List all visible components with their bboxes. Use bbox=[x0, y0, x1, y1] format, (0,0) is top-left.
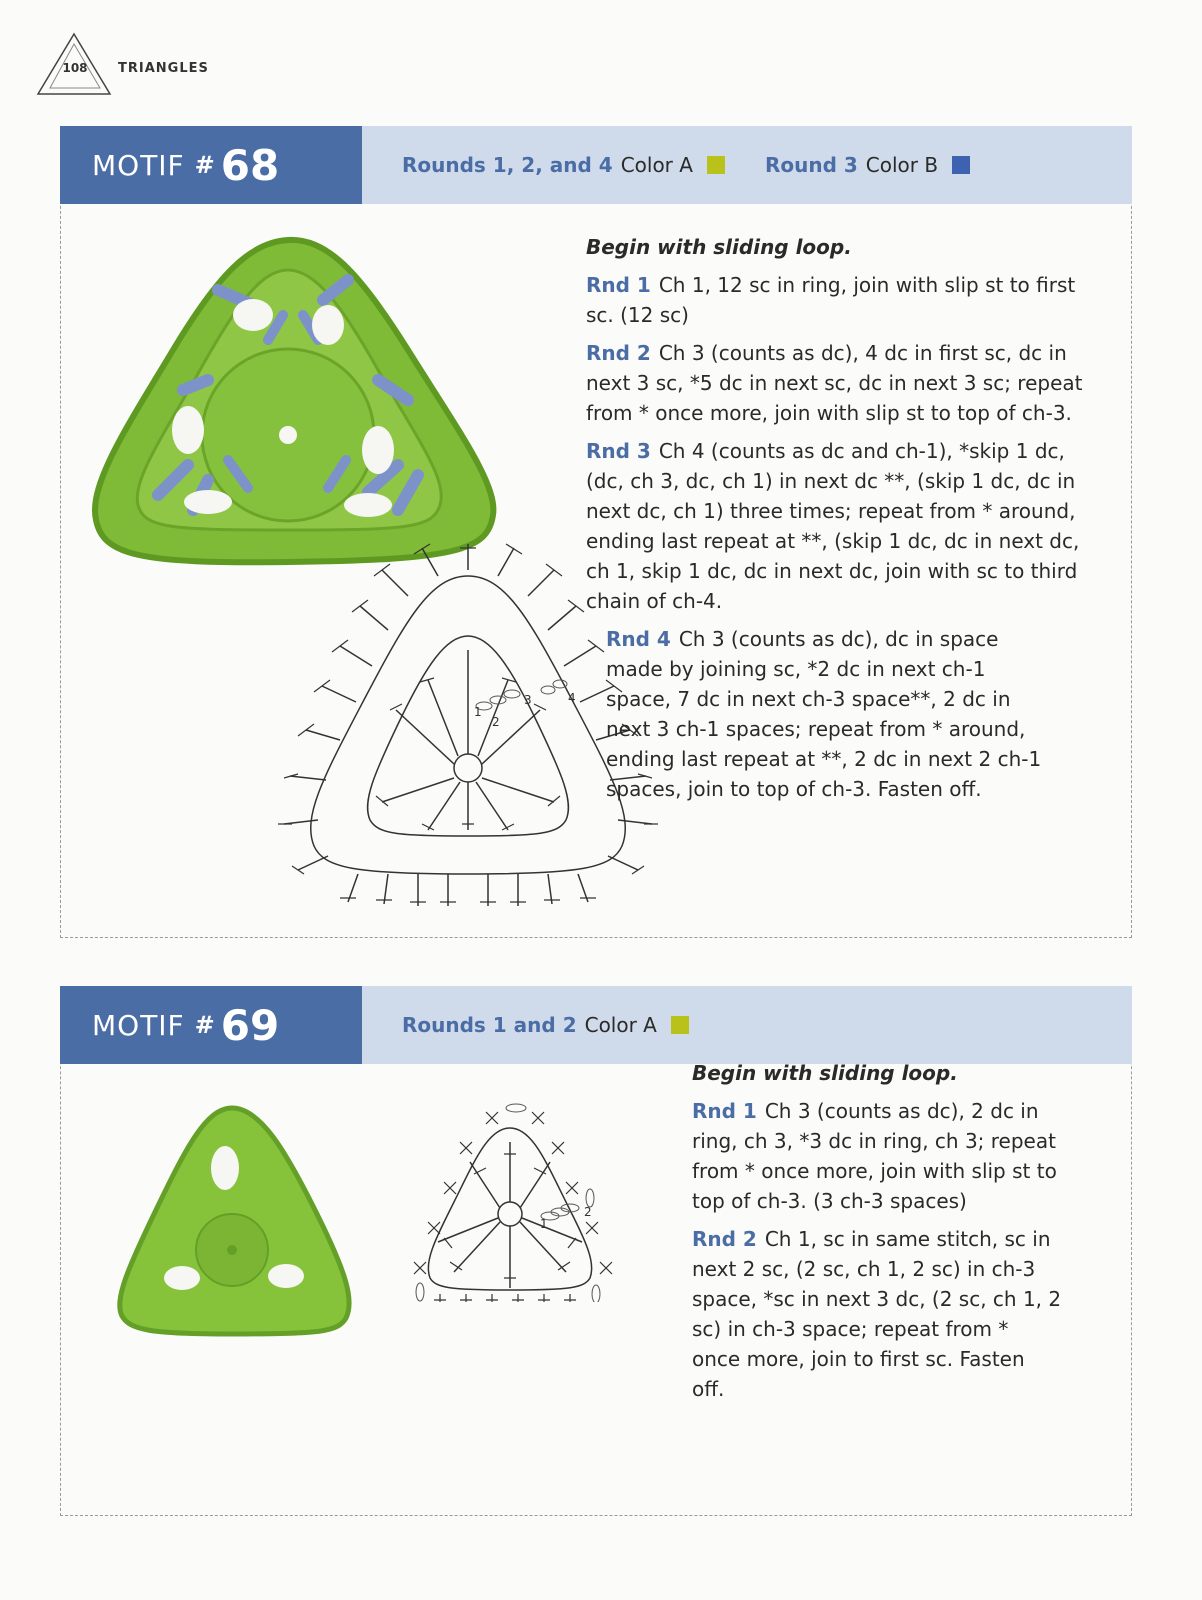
motif-hash: # bbox=[194, 151, 215, 179]
round-text: Ch 3 (counts as dc), dc in space made by joining sc, *2 dc in next ch-1 space, 7 dc in next ch-3 space**, 2 dc in next 3 ch-1 spaces; repeat from * around, ending last repeat at **, 2 dc in next 2 ch-1 spaces, join to top of ch-3. Fasten off. bbox=[606, 627, 1042, 801]
round-text: Ch 1, 12 sc in ring, join with slip st to first sc. (12 sc) bbox=[586, 273, 1076, 327]
round-step bbox=[586, 338, 1086, 428]
begin-note: Begin with sliding loop. bbox=[692, 1061, 958, 1085]
round-step bbox=[692, 1096, 1062, 1216]
motif-title bbox=[60, 126, 362, 204]
motif-word: MOTIF bbox=[92, 1008, 185, 1042]
diagram-round-number: 1 bbox=[474, 705, 482, 719]
round-label: Rnd 4 bbox=[606, 627, 671, 651]
diagram-round-number: 1 bbox=[540, 1217, 548, 1231]
color-key-item bbox=[765, 153, 970, 177]
diagram-round-number: 2 bbox=[492, 715, 500, 729]
begin-note: Begin with sliding loop. bbox=[586, 235, 852, 259]
motif-header bbox=[60, 986, 1132, 1064]
motif-hash: # bbox=[194, 1011, 215, 1039]
round-step bbox=[692, 1224, 1062, 1404]
motif-68-section bbox=[60, 126, 1132, 938]
color-key-item bbox=[402, 153, 725, 177]
color-key-item bbox=[402, 1013, 689, 1037]
page-header bbox=[36, 30, 336, 100]
color-key-rounds: Rounds 1, 2, and 4 bbox=[402, 153, 613, 177]
section-title: TRIANGLES bbox=[118, 61, 209, 76]
color-key-color: Color B bbox=[865, 153, 939, 177]
motif-69-photo bbox=[110, 1100, 360, 1340]
diagram-round-number: 2 bbox=[584, 1205, 592, 1219]
color-b-swatch-icon bbox=[952, 156, 970, 174]
round-step bbox=[586, 270, 1086, 330]
motif-title bbox=[60, 986, 362, 1064]
color-key-color: Color A bbox=[584, 1013, 657, 1037]
diagram-round-number: 4 bbox=[568, 691, 576, 705]
color-a-swatch-icon bbox=[671, 1016, 689, 1034]
diagram-round-number: 3 bbox=[524, 693, 532, 707]
round-text: Ch 1, sc in same stitch, sc in next 2 sc, (2 sc, ch 1, 2 sc) in ch-3 space, *sc in next 3 dc, (2 sc, ch 1, 2 sc) in ch-3 space; repeat from * once more, join to first sc. Fasten off. bbox=[692, 1227, 1062, 1401]
round-label: Rnd 2 bbox=[586, 341, 651, 365]
motif-69-stitch-diagram bbox=[400, 1102, 640, 1302]
color-key bbox=[362, 126, 1132, 204]
color-key-rounds: Round 3 bbox=[764, 153, 858, 177]
motif-header bbox=[60, 126, 1132, 204]
round-label: Rnd 2 bbox=[692, 1227, 757, 1251]
color-a-swatch-icon bbox=[707, 156, 725, 174]
motif-68-photo bbox=[78, 230, 518, 580]
round-text: Ch 3 (counts as dc), 2 dc in ring, ch 3, *3 dc in ring, ch 3; repeat from * once more, join with slip st to top of ch-3. (3 ch-3 spaces) bbox=[692, 1099, 1057, 1213]
motif-number: 68 bbox=[220, 140, 280, 190]
motif-word: MOTIF bbox=[92, 148, 185, 182]
color-key bbox=[362, 986, 1132, 1064]
instructions bbox=[692, 1058, 1062, 1412]
round-label: Rnd 3 bbox=[586, 439, 651, 463]
instructions bbox=[586, 232, 1086, 812]
round-step bbox=[586, 436, 1086, 616]
round-text: Ch 4 (counts as dc and ch-1), *skip 1 dc, (dc, ch 3, dc, ch 1) in next dc **, (skip 1 dc, dc in next dc, ch 1) three times; repeat from * around, ending last repeat at **, (skip 1 dc, dc in next dc, ch 1, skip 1 dc, dc in next dc, join with sc to third chain of ch-4. bbox=[586, 439, 1080, 613]
motif-number: 69 bbox=[220, 1000, 280, 1050]
color-key-rounds: Rounds 1 and 2 bbox=[402, 1013, 577, 1037]
page-number: 108 bbox=[62, 61, 88, 75]
round-label: Rnd 1 bbox=[692, 1099, 757, 1123]
motif-69-section bbox=[60, 986, 1132, 1516]
round-text: Ch 3 (counts as dc), 4 dc in first sc, dc in next 3 sc, *5 dc in next sc, dc in next 3 sc; repeat from * once more, join with slip st to top of ch-3. bbox=[586, 341, 1083, 425]
round-label: Rnd 1 bbox=[586, 273, 651, 297]
round-step bbox=[606, 624, 1046, 804]
color-key-color: Color A bbox=[620, 153, 693, 177]
